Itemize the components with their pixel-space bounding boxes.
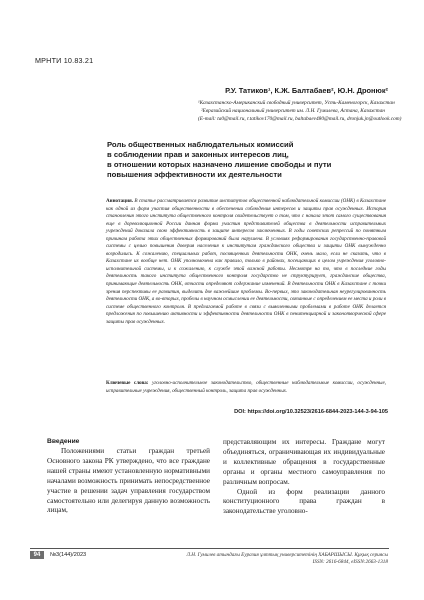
section-heading-introduction: Введение — [47, 438, 80, 445]
keywords — [106, 380, 386, 395]
doi-link[interactable]: DOI: https://doi.org/10.32523/2616-6844-2023-144-3-94-105 — [234, 409, 388, 415]
journal-info — [186, 552, 388, 566]
title-line: в отношении которых назначено лишение свободы и пути — [107, 160, 332, 169]
abstract-text: В статье рассматривается развитие институтов общественной наблюдательной комиссии (ОНК) в Казахстане как одной из форм участия общественности в обеспечении соблюдения интересов и защиты прав осужденных. История становления этого института общественного контроля свидетельствует о том, что с начала этот самого существования еще в дореволюционной России данная форма участия представителей общества в деятельности исправительных учреждений доказала свою эффективность в защите интересов заключенных. В годы советских репрессий по понятным причинам работа этих общественных формирований была нарушена. В условиях реформирования государственно-правовой системы с целью повышения доверия населения к институтам гражданского общества и защиты ОНК вынужденно возродились. К сожалению, специальных работ, посвященных деятельности ОНК, очень мало, если не сказать, что в Казахстане их вообще нет. ОНК уполномочена как правило, только в районах, посещающих в целом учреждения уголовно-исполнительной системы, и к сожалению, к службе этой важной работы. Несмотря на то, что в последние годы деятельность такого института общественного контроля государство не структурирует, гражданские общества, принимающие деятельность ОНК, отчасти определяют содержание изменений. В деятельности ОНК в Казахстане с точки зрения перспективы ее развития, выделить две важнейшие проблемы. Во-первых, это законодательная неурегулированность деятельности ОНК, а во-вторых, пробелы в научном осмыслении ее деятельности, связанные с определением ее места и роли в системе общественного контроля. В предлагаемой работе в связи с выявленными проблемами в работе ОНК делается предложения по повышению активности и эффективности деятельности ОНК в пенитенциарной и законотворческой сфере защиты прав осужденных. — [106, 198, 386, 325]
body-column-left — [47, 447, 210, 516]
journal-name: Л.Н. Гумилев атындағы Еуразия ұлттық университетінің ХАБАРШЫСЫ. Құқық сериясы — [186, 552, 388, 558]
keywords-text: уголовно-исполнительное законодательство, общественные наблюдательные комиссии, осужденные, исправительные учреждения, общественный контроль, защита прав осужденных. — [106, 380, 387, 394]
issue-number: №3(144)/2023 — [50, 552, 87, 558]
journal-issn: ISSN: 2616-6844, eISSN:2663-1318 — [312, 559, 388, 566]
body-paragraph: Одной из форм реализации данного конституционного права граждан в законодательстве уголовно- — [223, 487, 385, 516]
footer-divider — [30, 548, 389, 549]
body-paragraph: Положениями статьи граждан третьей Основного закона РК утверждено, что все граждане нашей страны имеют установленную нормативными началами возможность принимать непосредственное участие в решении задач управления государством самостоятельно или делегируя данную возможность лицам, — [47, 447, 210, 515]
title-line: в соблюдении прав и законных интересов лиц, — [107, 150, 289, 159]
authors-line: Р.У. Татиков¹, К.Ж. Балтабаев², Ю.Н. Дронюк² — [225, 86, 388, 95]
affiliations — [198, 99, 402, 123]
classification-code: МРНТИ 10.83.21 — [35, 56, 94, 65]
title-line: повышения эффективности их деятельности — [107, 170, 282, 179]
page-number: 94 — [30, 551, 44, 559]
keywords-label: Ключевые слова: — [106, 380, 149, 386]
abstract-label: Аннотация. — [106, 198, 134, 204]
abstract — [106, 198, 386, 326]
affiliation-1: ¹Казахстанско-Американский свободный университет, Усть-Каменогорск, Казахстан — [198, 100, 395, 106]
affiliation-2: ²Евразийский национальный университет им. Л.Н. Гумилева, Астана, Казахстан — [201, 108, 385, 114]
body-column-right — [223, 438, 385, 517]
affiliation-emails: (E-mail: ta0@mail.ru, r.tatikov170@mail.ru, baltabaev480@mail.ru, dronjuk.jn@outlook.com) — [198, 116, 402, 122]
title-line: Роль общественных наблюдательных комиссий — [107, 140, 294, 149]
article-title — [107, 140, 382, 180]
body-paragraph: представляющим их интересы. Граждане могут объединяться, ограничивающая их индивидуальные и коллективные обращения в государственные органы и органы местного самоуправления по различным вопросам. — [223, 438, 385, 486]
